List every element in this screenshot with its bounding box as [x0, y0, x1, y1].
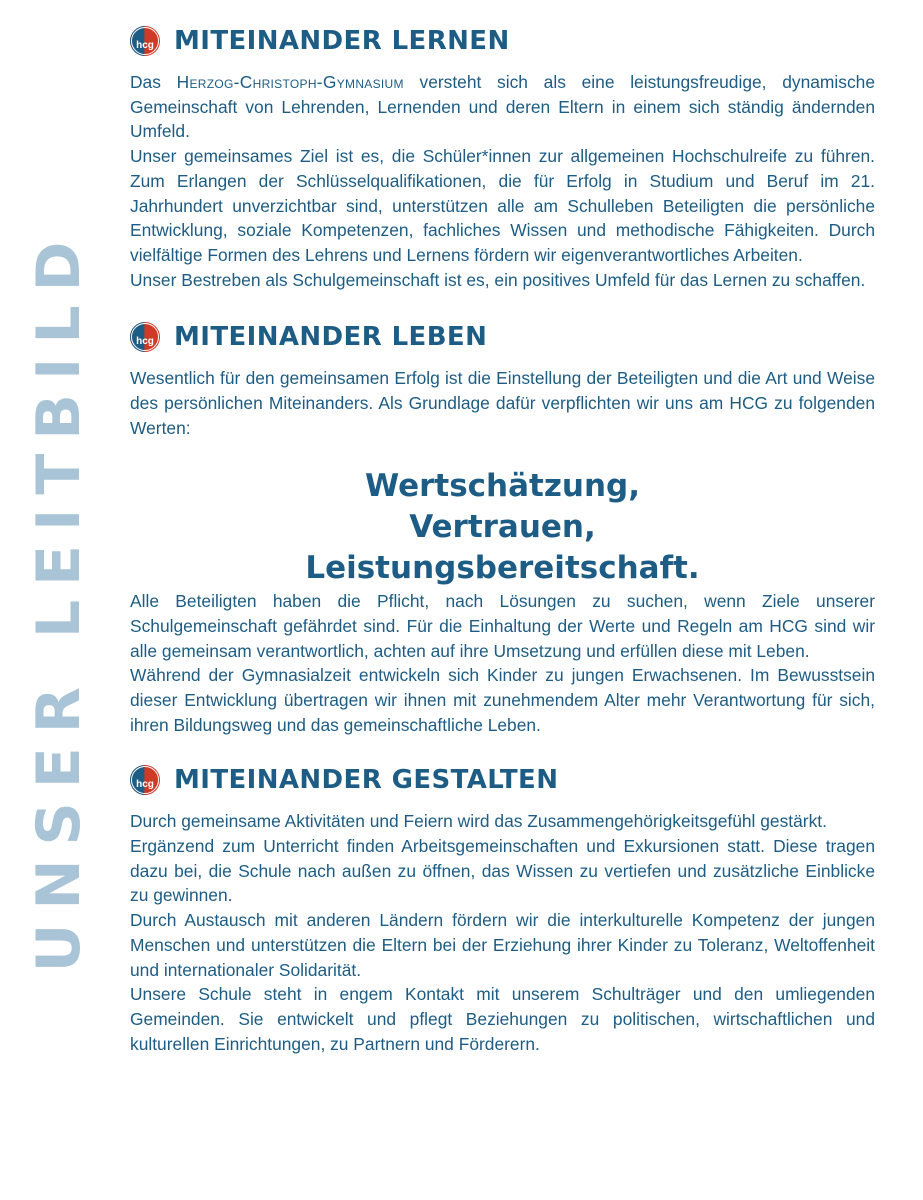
content-column — [130, 0, 875, 1200]
paragraph: Das Herzog-Christoph-Gymnasium versteht sich als eine leistungsfreudige, dynamische Gemeinschaft von Lehrenden, Lernenden und deren Eltern in einem sich ständig ändernden Umfeld. — [130, 72, 876, 142]
section-title-lernen: MITEINANDER LERNEN — [174, 25, 510, 56]
section-header-leben — [130, 322, 875, 352]
hcg-logo-icon — [130, 765, 160, 795]
paragraph: Ergänzend zum Unterricht finden Arbeitsgemeinschaften und Exkursionen statt. Diese tragen dazu bei, die Schule nach außen zu öffnen, das Wissen zu vertiefen und zusätzliche Einblicke zu gewinnen. — [130, 836, 875, 906]
value-item: Wertschätzung, — [364, 468, 640, 505]
logo-mark: hcg — [136, 779, 154, 791]
hcg-logo-icon — [130, 26, 160, 56]
hcg-logo-icon — [130, 322, 160, 352]
logo-mark: hcg — [136, 336, 154, 348]
section-header-gestalten — [130, 765, 875, 795]
sidebar-word: UNSER LEITBILD — [24, 227, 94, 973]
paragraph: Alle Beteiligten haben die Pflicht, nach Lösungen zu suchen, wenn Ziele unserer Schulgemeinschaft gefährdet sind. Für die Einhaltung der Werte und Regeln am HCG sind wir alle gemeinsam verantwortlich, achten auf ihre Umsetzung und erfüllen diese mit Leben. — [130, 591, 875, 661]
value-item: Vertrauen, — [409, 509, 596, 546]
logo-mark: hcg — [136, 40, 154, 51]
section-title-gestalten: MITEINANDER GESTALTEN — [174, 765, 559, 796]
value-item: Leistungsbereitschaft. — [305, 550, 700, 587]
paragraph: Unsere Schule steht in engem Kontakt mit unserem Schulträger und den umliegenden Gemeinden. Sie entwickelt und pflegt Beziehungen zu politischen, wirtschaftlichen und kulturellen Einrichtungen, zu Partnern und Förderern. — [130, 984, 875, 1054]
paragraph: Unser Bestreben als Schulgemeinschaft ist es, ein positives Umfeld für das Lernen zu schaffen. — [130, 269, 866, 290]
paragraph: Unser gemeinsames Ziel ist es, die Schüler*innen zur allgemeinen Hochschulreife zu führen. Zum Erlangen der Schlüsselqualifikationen, die für Erfolg in Studium und Beruf im 21. Jahrhundert unverzichtbar sind, unterstützen alle am Schulleben Beteiligten die persönliche Entwicklung, soziale Kompetenzen, fachliches Wissen und methodische Fähigkeiten. Durch vielfältige Formen des Lehrens und Lernens fördern wir eigenverantwortliches Arbeiten. — [130, 146, 875, 265]
section-title-leben: MITEINANDER LEBEN — [174, 322, 488, 353]
paragraph: Wesentlich für den gemeinsamen Erfolg ist die Einstellung der Beteiligten und die Art und Weise des persönlichen Miteinanders. Als Grundlage dafür verpflichten wir uns am HCG zu folgenden Werten: — [130, 368, 875, 438]
sidebar-vertical-title — [0, 0, 118, 1200]
paragraph: Durch gemeinsame Aktivitäten und Feiern wird das Zusammengehörigkeitsgefühl gestärkt. — [130, 811, 827, 832]
values-list — [130, 466, 875, 589]
paragraph: Durch Austausch mit anderen Ländern fördern wir die interkulturelle Kompetenz der jungen Menschen und unterstützen die Eltern bei der Erziehung ihrer Kinder zu Toleranz, Weltoffenheit und internationaler Solidarität. — [130, 910, 875, 980]
paragraph: Während der Gymnasialzeit entwickeln sich Kinder zu jungen Erwachsenen. Im Bewusstsein dieser Entwicklung übertragen wir ihnen mit zunehmendem Alter mehr Verantwortung für sich, ihren Bildungsweg und das gemeinschaftliche Leben. — [130, 665, 875, 735]
section-header-lernen — [130, 26, 875, 56]
school-name: Herzog-Christoph-Gymnasium — [176, 72, 404, 92]
